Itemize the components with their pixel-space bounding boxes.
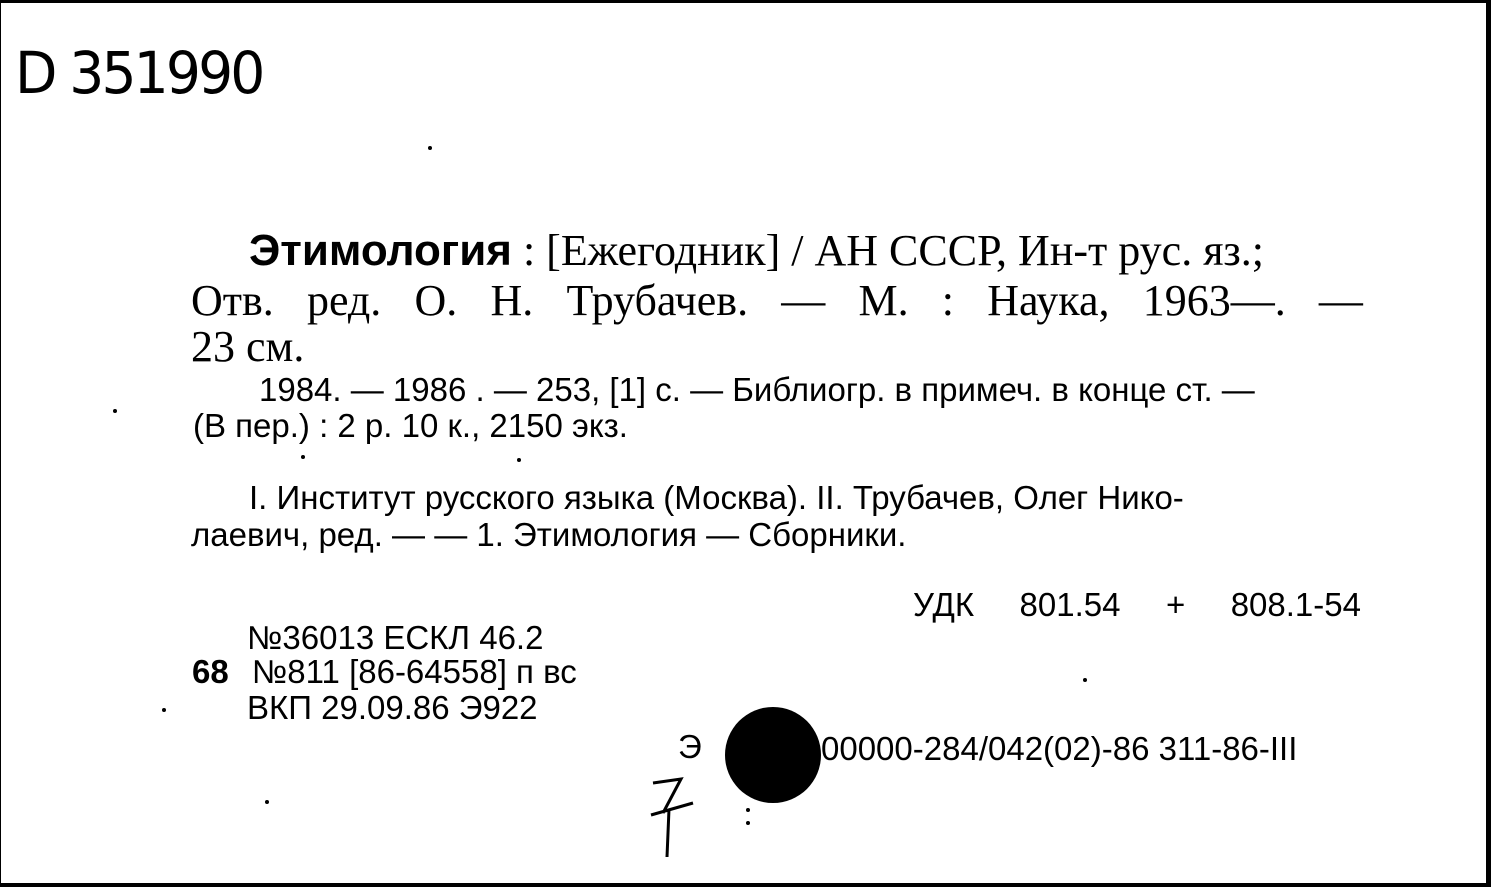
- punch-hole: [725, 707, 821, 803]
- volume-line-1: 1984. — 1986 . — 253, [1] с. — Библиогр. в примеч. в конце ст. —: [259, 371, 1255, 408]
- word: Отв.: [191, 276, 274, 325]
- call-number: D 351990: [15, 39, 263, 107]
- vkp-line: ВКП 29.09.86 Э922: [247, 689, 538, 726]
- word: 1963—.: [1142, 276, 1286, 325]
- word: —: [1318, 276, 1363, 325]
- word: Н.: [490, 276, 534, 325]
- speck: [1083, 678, 1087, 682]
- speck: [301, 455, 305, 459]
- volume-line-2: (В пер.) : 2 р. 10 к., 2150 экз.: [193, 407, 628, 444]
- word: М.: [858, 276, 909, 325]
- order-line: [192, 655, 577, 688]
- order-text: №811 [86-64558] п вс: [251, 653, 577, 690]
- handwritten-mark-icon: [641, 773, 721, 863]
- title-rest: : [Ежегодник] / АН СССР, Ин-т рус. яз.;: [522, 226, 1265, 275]
- speck: [113, 409, 117, 413]
- e-letter: Э: [678, 728, 702, 765]
- word: :: [941, 276, 954, 325]
- word: —: [781, 276, 826, 325]
- size-line: 23 см.: [191, 322, 305, 371]
- word: Наука,: [987, 276, 1110, 325]
- order-prefix: 68: [192, 653, 229, 690]
- udk-plus: +: [1165, 586, 1186, 623]
- speck: [428, 146, 432, 150]
- speck: [746, 808, 750, 812]
- speck: [746, 821, 750, 825]
- isbn-line: 00000-284/042(02)-86 311-86-III: [821, 730, 1298, 767]
- word: О.: [414, 276, 458, 325]
- record-number: №36013 ЕСКЛ 46.2: [247, 619, 544, 656]
- udk-code-2: 808.1-54: [1230, 586, 1361, 623]
- speck: [517, 458, 521, 462]
- speck: [265, 800, 269, 804]
- word: ред.: [306, 276, 382, 325]
- tracing-line-1: I. Институт русского языка (Москва). II. Трубачев, Олег Нико-: [249, 479, 1184, 516]
- title: Этимология: [249, 226, 512, 275]
- title-line: [249, 226, 1363, 275]
- word: Трубачев.: [566, 276, 749, 325]
- tracing-line-2: лаевич, ред. — — 1. Этимология — Сборники.: [191, 516, 907, 553]
- udk-code-1: 801.54: [1019, 586, 1121, 623]
- udk-label: УДК: [913, 586, 975, 623]
- responsibility-line: [191, 276, 1363, 325]
- speck: [162, 708, 166, 712]
- udk-line: [913, 588, 1361, 621]
